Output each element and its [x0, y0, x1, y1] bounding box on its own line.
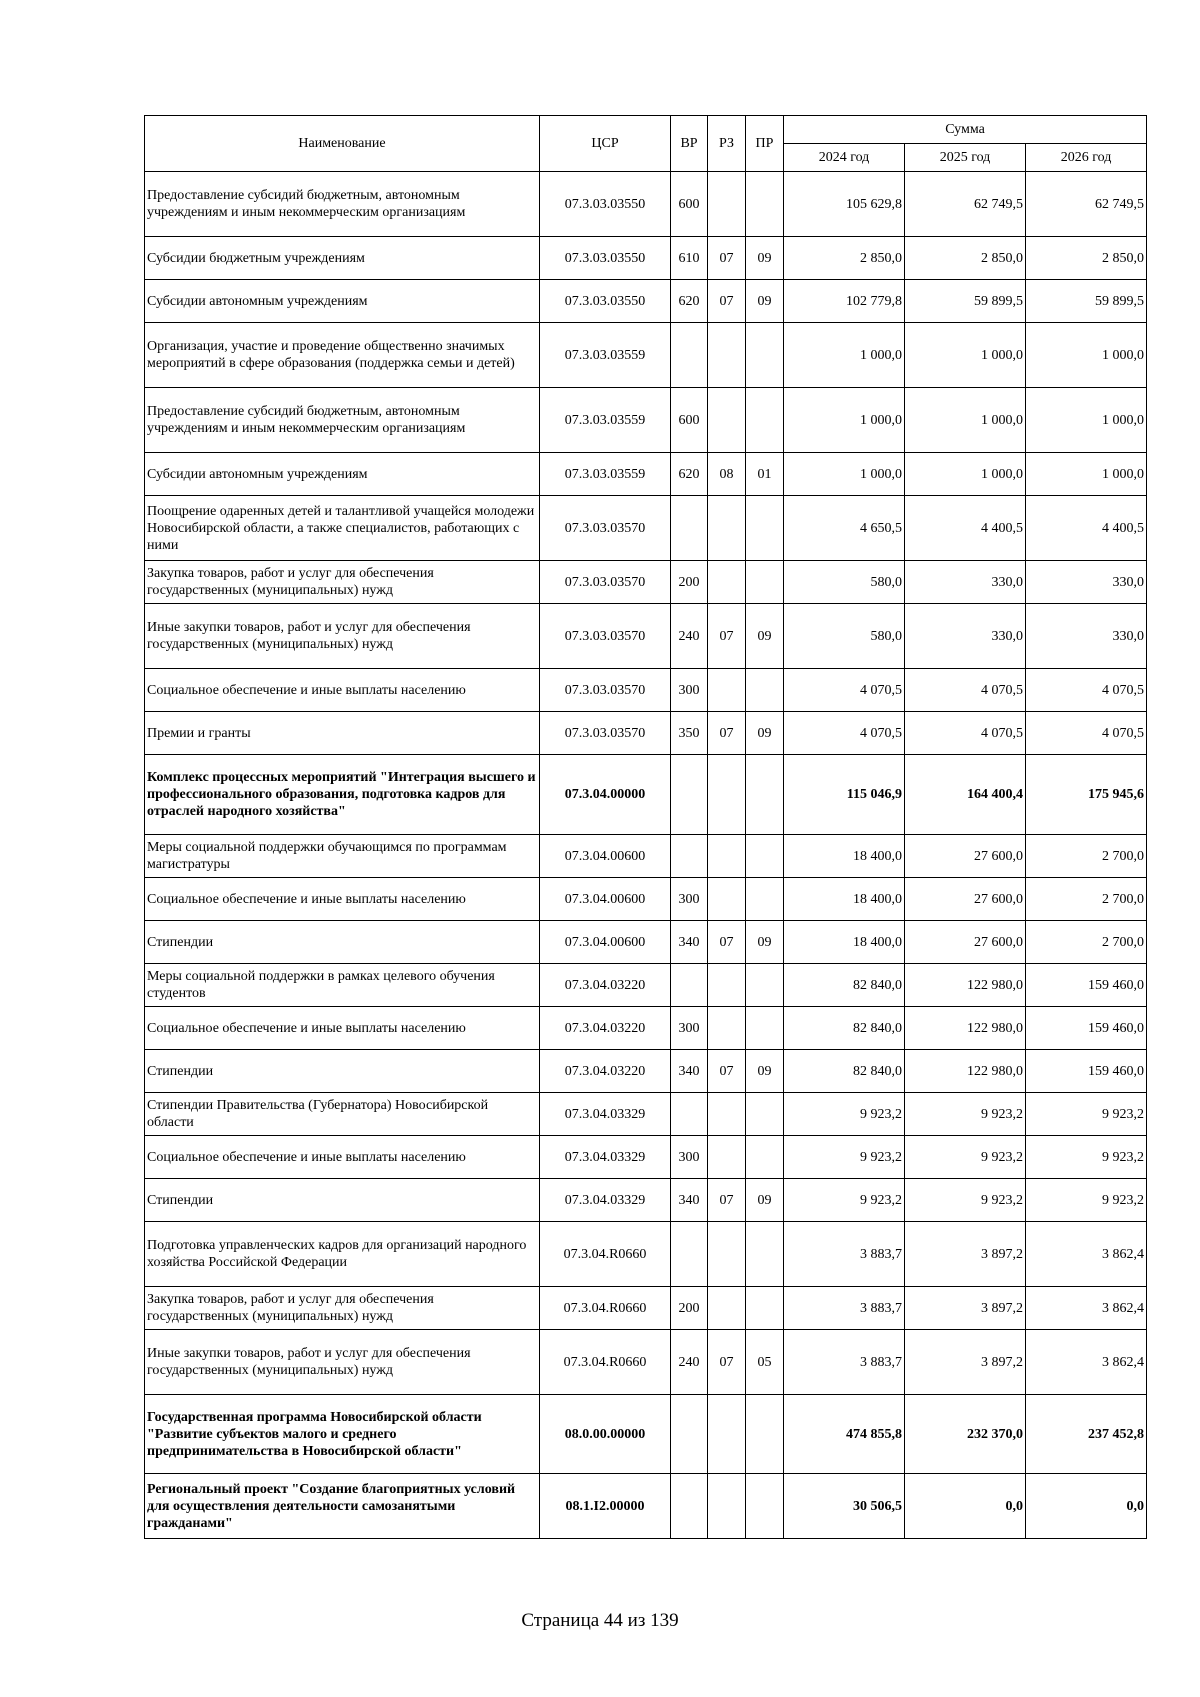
table-row [145, 172, 1147, 237]
cell-2026: 2 850,0 [1026, 237, 1147, 280]
cell-vr: 620 [671, 453, 708, 496]
cell-pr [746, 835, 784, 878]
cell-rz [708, 964, 746, 1007]
header-rz: РЗ [708, 116, 746, 172]
table-row [145, 669, 1147, 712]
cell-csr: 07.3.04.00000 [540, 755, 671, 835]
cell-2025: 4 070,5 [905, 669, 1026, 712]
cell-2026: 330,0 [1026, 604, 1147, 669]
cell-2024: 115 046,9 [784, 755, 905, 835]
cell-vr: 340 [671, 1179, 708, 1222]
cell-csr: 07.3.04.R0660 [540, 1287, 671, 1330]
cell-2026: 4 070,5 [1026, 669, 1147, 712]
cell-rz: 07 [708, 280, 746, 323]
cell-2025: 330,0 [905, 561, 1026, 604]
table-row [145, 1395, 1147, 1474]
cell-2026: 9 923,2 [1026, 1179, 1147, 1222]
cell-name: Субсидии автономным учреждениям [145, 453, 540, 496]
cell-csr: 08.0.00.00000 [540, 1395, 671, 1474]
cell-name: Стипендии [145, 1179, 540, 1222]
cell-pr [746, 878, 784, 921]
cell-2025: 2 850,0 [905, 237, 1026, 280]
cell-vr: 340 [671, 1050, 708, 1093]
cell-2025: 9 923,2 [905, 1179, 1026, 1222]
cell-2026: 159 460,0 [1026, 1050, 1147, 1093]
cell-2024: 580,0 [784, 561, 905, 604]
cell-pr [746, 755, 784, 835]
cell-2025: 27 600,0 [905, 835, 1026, 878]
table-row [145, 1007, 1147, 1050]
cell-csr: 07.3.04.03329 [540, 1093, 671, 1136]
page-number: Страница 44 из 139 [521, 1610, 679, 1631]
cell-vr: 620 [671, 280, 708, 323]
cell-csr: 07.3.04.03329 [540, 1136, 671, 1179]
cell-rz: 07 [708, 921, 746, 964]
cell-pr: 05 [746, 1330, 784, 1395]
cell-vr [671, 1093, 708, 1136]
cell-pr [746, 1136, 784, 1179]
cell-2025: 122 980,0 [905, 1050, 1026, 1093]
cell-vr: 300 [671, 1136, 708, 1179]
cell-2026: 330,0 [1026, 561, 1147, 604]
cell-csr: 07.3.04.03220 [540, 964, 671, 1007]
cell-name: Иные закупки товаров, работ и услуг для обеспечения государственных (муниципальных) нужд [145, 604, 540, 669]
cell-2025: 4 400,5 [905, 496, 1026, 561]
cell-2026: 9 923,2 [1026, 1136, 1147, 1179]
cell-name: Социальное обеспечение и иные выплаты населению [145, 1007, 540, 1050]
header-vr: ВР [671, 116, 708, 172]
cell-pr [746, 388, 784, 453]
cell-2025: 3 897,2 [905, 1330, 1026, 1395]
cell-name: Поощрение одаренных детей и талантливой учащейся молодежи Новосибирской области, а также специалистов, работающих с ними [145, 496, 540, 561]
cell-rz [708, 1136, 746, 1179]
cell-2026: 0,0 [1026, 1474, 1147, 1539]
cell-rz [708, 388, 746, 453]
cell-vr: 610 [671, 237, 708, 280]
cell-2026: 4 400,5 [1026, 496, 1147, 561]
cell-2024: 2 850,0 [784, 237, 905, 280]
table-row [145, 496, 1147, 561]
cell-2026: 159 460,0 [1026, 1007, 1147, 1050]
cell-name: Премии и гранты [145, 712, 540, 755]
cell-2026: 2 700,0 [1026, 835, 1147, 878]
cell-2025: 330,0 [905, 604, 1026, 669]
cell-rz [708, 1395, 746, 1474]
cell-csr: 07.3.04.03220 [540, 1007, 671, 1050]
header-name: Наименование [145, 116, 540, 172]
cell-rz: 07 [708, 604, 746, 669]
cell-vr: 200 [671, 561, 708, 604]
cell-name: Меры социальной поддержки обучающимся по программам магистратуры [145, 835, 540, 878]
header-csr: ЦСР [540, 116, 671, 172]
header-sum: Сумма [784, 116, 1147, 144]
cell-2025: 4 070,5 [905, 712, 1026, 755]
cell-name: Организация, участие и проведение общественно значимых мероприятий в сфере образования (поддержка семьи и детей) [145, 323, 540, 388]
cell-name: Иные закупки товаров, работ и услуг для обеспечения государственных (муниципальных) нужд [145, 1330, 540, 1395]
cell-vr: 240 [671, 1330, 708, 1395]
cell-pr [746, 323, 784, 388]
cell-name: Комплекс процессных мероприятий "Интеграция высшего и профессионального образования, подготовка кадров для отраслей народного хозяйства" [145, 755, 540, 835]
cell-2026: 3 862,4 [1026, 1287, 1147, 1330]
table-body [145, 172, 1147, 1539]
cell-2026: 3 862,4 [1026, 1222, 1147, 1287]
cell-rz: 07 [708, 1330, 746, 1395]
cell-csr: 07.3.03.03550 [540, 280, 671, 323]
cell-2026: 4 070,5 [1026, 712, 1147, 755]
cell-2024: 4 070,5 [784, 669, 905, 712]
cell-pr [746, 1007, 784, 1050]
cell-2025: 9 923,2 [905, 1136, 1026, 1179]
cell-2024: 82 840,0 [784, 1007, 905, 1050]
header-year-2024: 2024 год [784, 144, 905, 172]
cell-2025: 1 000,0 [905, 388, 1026, 453]
table-row [145, 964, 1147, 1007]
cell-vr [671, 835, 708, 878]
cell-2025: 59 899,5 [905, 280, 1026, 323]
cell-csr: 07.3.03.03570 [540, 669, 671, 712]
cell-pr [746, 1222, 784, 1287]
cell-vr: 340 [671, 921, 708, 964]
cell-csr: 07.3.04.00600 [540, 835, 671, 878]
table-row [145, 323, 1147, 388]
cell-csr: 07.3.03.03559 [540, 323, 671, 388]
cell-csr: 08.1.I2.00000 [540, 1474, 671, 1539]
cell-name: Социальное обеспечение и иные выплаты населению [145, 878, 540, 921]
cell-2026: 59 899,5 [1026, 280, 1147, 323]
cell-2024: 3 883,7 [784, 1330, 905, 1395]
cell-vr [671, 496, 708, 561]
cell-2026: 1 000,0 [1026, 388, 1147, 453]
table-row [145, 1330, 1147, 1395]
cell-rz [708, 1474, 746, 1539]
cell-vr [671, 964, 708, 1007]
cell-csr: 07.3.03.03570 [540, 496, 671, 561]
cell-csr: 07.3.03.03570 [540, 604, 671, 669]
table-row [145, 561, 1147, 604]
table-row [145, 878, 1147, 921]
cell-2025: 27 600,0 [905, 921, 1026, 964]
cell-pr [746, 964, 784, 1007]
table-row [145, 604, 1147, 669]
cell-rz [708, 323, 746, 388]
cell-2024: 9 923,2 [784, 1136, 905, 1179]
cell-2024: 102 779,8 [784, 280, 905, 323]
table-header [145, 116, 1147, 172]
cell-rz [708, 561, 746, 604]
cell-2025: 122 980,0 [905, 1007, 1026, 1050]
cell-vr: 240 [671, 604, 708, 669]
cell-name: Стипендии [145, 1050, 540, 1093]
cell-csr: 07.3.03.03570 [540, 561, 671, 604]
cell-2024: 9 923,2 [784, 1093, 905, 1136]
table-row [145, 1093, 1147, 1136]
cell-csr: 07.3.03.03559 [540, 453, 671, 496]
table-row [145, 755, 1147, 835]
cell-pr: 09 [746, 921, 784, 964]
cell-rz [708, 496, 746, 561]
header-year-2026: 2026 год [1026, 144, 1147, 172]
cell-vr [671, 755, 708, 835]
cell-pr [746, 561, 784, 604]
cell-2024: 4 070,5 [784, 712, 905, 755]
cell-2024: 4 650,5 [784, 496, 905, 561]
cell-name: Закупка товаров, работ и услуг для обеспечения государственных (муниципальных) нужд [145, 561, 540, 604]
cell-pr: 09 [746, 1179, 784, 1222]
cell-pr: 09 [746, 1050, 784, 1093]
cell-2024: 105 629,8 [784, 172, 905, 237]
cell-vr: 300 [671, 878, 708, 921]
table-row [145, 1179, 1147, 1222]
cell-vr [671, 323, 708, 388]
cell-rz [708, 878, 746, 921]
cell-pr [746, 1474, 784, 1539]
cell-vr: 300 [671, 1007, 708, 1050]
cell-pr [746, 496, 784, 561]
cell-2024: 580,0 [784, 604, 905, 669]
cell-rz: 07 [708, 1050, 746, 1093]
cell-2024: 18 400,0 [784, 835, 905, 878]
cell-2024: 82 840,0 [784, 964, 905, 1007]
cell-name: Региональный проект "Создание благоприятных условий для осуществления деятельности самозанятыми гражданами" [145, 1474, 540, 1539]
cell-name: Меры социальной поддержки в рамках целевого обучения студентов [145, 964, 540, 1007]
cell-2024: 9 923,2 [784, 1179, 905, 1222]
cell-2024: 474 855,8 [784, 1395, 905, 1474]
cell-vr: 350 [671, 712, 708, 755]
cell-2025: 27 600,0 [905, 878, 1026, 921]
cell-csr: 07.3.04.R0660 [540, 1330, 671, 1395]
cell-name: Государственная программа Новосибирской области "Развитие субъектов малого и среднего предпринимательства в Новосибирской области" [145, 1395, 540, 1474]
cell-2026: 175 945,6 [1026, 755, 1147, 835]
cell-name: Субсидии автономным учреждениям [145, 280, 540, 323]
cell-csr: 07.3.04.03329 [540, 1179, 671, 1222]
cell-csr: 07.3.04.00600 [540, 921, 671, 964]
cell-csr: 07.3.03.03550 [540, 172, 671, 237]
cell-2026: 9 923,2 [1026, 1093, 1147, 1136]
table-row [145, 280, 1147, 323]
table-row [145, 1222, 1147, 1287]
cell-csr: 07.3.04.03220 [540, 1050, 671, 1093]
cell-vr [671, 1474, 708, 1539]
table-row [145, 237, 1147, 280]
cell-2026: 159 460,0 [1026, 964, 1147, 1007]
cell-pr: 09 [746, 604, 784, 669]
budget-table [144, 115, 1147, 1539]
cell-pr [746, 1287, 784, 1330]
table-row [145, 388, 1147, 453]
cell-csr: 07.3.03.03559 [540, 388, 671, 453]
table-row [145, 835, 1147, 878]
cell-name: Предоставление субсидий бюджетным, автономным учреждениям и иным некоммерческим организациям [145, 172, 540, 237]
cell-rz [708, 669, 746, 712]
cell-2024: 3 883,7 [784, 1222, 905, 1287]
cell-vr: 300 [671, 669, 708, 712]
cell-rz: 08 [708, 453, 746, 496]
cell-pr: 09 [746, 237, 784, 280]
cell-2025: 122 980,0 [905, 964, 1026, 1007]
cell-2024: 1 000,0 [784, 323, 905, 388]
table-row [145, 1050, 1147, 1093]
cell-csr: 07.3.03.03550 [540, 237, 671, 280]
cell-rz: 07 [708, 1179, 746, 1222]
cell-rz [708, 755, 746, 835]
cell-2025: 1 000,0 [905, 323, 1026, 388]
cell-pr [746, 1093, 784, 1136]
cell-rz [708, 1287, 746, 1330]
cell-2025: 62 749,5 [905, 172, 1026, 237]
cell-name: Стипендии Правительства (Губернатора) Новосибирской области [145, 1093, 540, 1136]
cell-2024: 1 000,0 [784, 453, 905, 496]
cell-pr [746, 172, 784, 237]
cell-pr: 01 [746, 453, 784, 496]
header-year-2025: 2025 год [905, 144, 1026, 172]
table-row [145, 712, 1147, 755]
cell-2025: 9 923,2 [905, 1093, 1026, 1136]
cell-2026: 3 862,4 [1026, 1330, 1147, 1395]
cell-2025: 232 370,0 [905, 1395, 1026, 1474]
table-row [145, 921, 1147, 964]
cell-2024: 30 506,5 [784, 1474, 905, 1539]
cell-2024: 3 883,7 [784, 1287, 905, 1330]
cell-rz: 07 [708, 712, 746, 755]
cell-vr [671, 1395, 708, 1474]
cell-2024: 1 000,0 [784, 388, 905, 453]
cell-pr: 09 [746, 280, 784, 323]
cell-name: Предоставление субсидий бюджетным, автономным учреждениям и иным некоммерческим организациям [145, 388, 540, 453]
cell-vr: 600 [671, 388, 708, 453]
cell-pr [746, 669, 784, 712]
cell-pr [746, 1395, 784, 1474]
cell-vr [671, 1222, 708, 1287]
table-row [145, 453, 1147, 496]
cell-2026: 62 749,5 [1026, 172, 1147, 237]
cell-2026: 2 700,0 [1026, 921, 1147, 964]
cell-2026: 1 000,0 [1026, 453, 1147, 496]
cell-name: Социальное обеспечение и иные выплаты населению [145, 1136, 540, 1179]
cell-csr: 07.3.04.R0660 [540, 1222, 671, 1287]
cell-name: Закупка товаров, работ и услуг для обеспечения государственных (муниципальных) нужд [145, 1287, 540, 1330]
cell-2026: 2 700,0 [1026, 878, 1147, 921]
cell-csr: 07.3.04.00600 [540, 878, 671, 921]
cell-2024: 18 400,0 [784, 921, 905, 964]
cell-rz [708, 172, 746, 237]
cell-2024: 82 840,0 [784, 1050, 905, 1093]
cell-rz [708, 1222, 746, 1287]
cell-2025: 164 400,4 [905, 755, 1026, 835]
cell-name: Социальное обеспечение и иные выплаты населению [145, 669, 540, 712]
cell-csr: 07.3.03.03570 [540, 712, 671, 755]
table-row [145, 1136, 1147, 1179]
cell-name: Субсидии бюджетным учреждениям [145, 237, 540, 280]
cell-rz [708, 1007, 746, 1050]
cell-pr: 09 [746, 712, 784, 755]
cell-2025: 0,0 [905, 1474, 1026, 1539]
table-row [145, 1287, 1147, 1330]
cell-rz: 07 [708, 237, 746, 280]
cell-2025: 1 000,0 [905, 453, 1026, 496]
cell-2024: 18 400,0 [784, 878, 905, 921]
cell-2026: 237 452,8 [1026, 1395, 1147, 1474]
cell-name: Стипендии [145, 921, 540, 964]
cell-vr: 600 [671, 172, 708, 237]
cell-rz [708, 1093, 746, 1136]
cell-2026: 1 000,0 [1026, 323, 1147, 388]
cell-name: Подготовка управленческих кадров для организаций народного хозяйства Российской Федерации [145, 1222, 540, 1287]
cell-rz [708, 835, 746, 878]
cell-vr: 200 [671, 1287, 708, 1330]
table-row [145, 1474, 1147, 1539]
cell-2025: 3 897,2 [905, 1287, 1026, 1330]
cell-2025: 3 897,2 [905, 1222, 1026, 1287]
header-pr: ПР [746, 116, 784, 172]
